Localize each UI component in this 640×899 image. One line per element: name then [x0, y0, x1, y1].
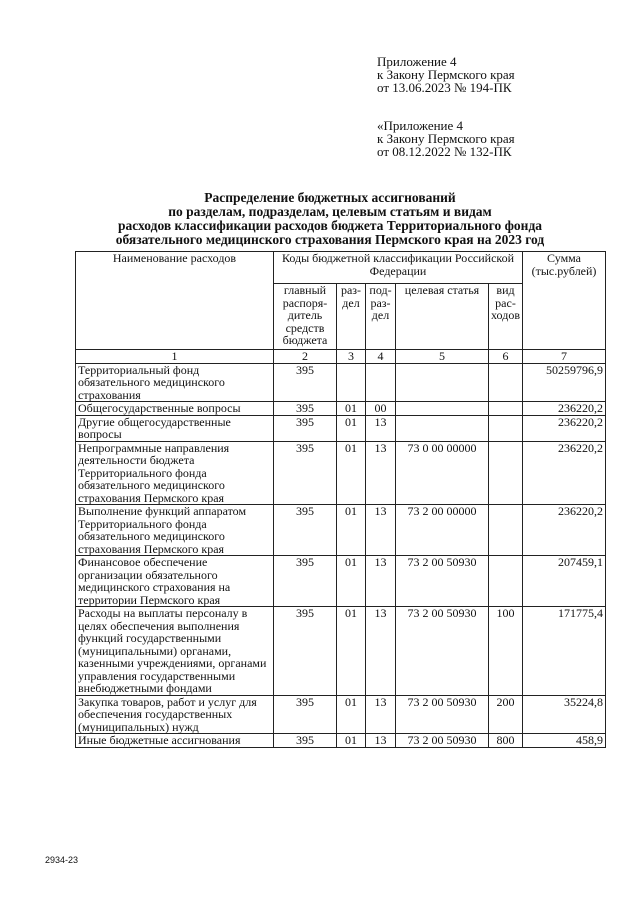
cell-main-manager: 395: [274, 441, 337, 505]
cell-subsection: 13: [366, 441, 396, 505]
cell-type: [489, 441, 523, 505]
header-type: вид рас-ходов: [489, 284, 523, 350]
header-main-manager: главный распоря-дитель средств бюджета: [274, 284, 337, 350]
cell-main-manager: 395: [274, 505, 337, 556]
appendix-current-line1: Приложение 4: [377, 54, 457, 69]
cell-target: 73 2 00 50930: [396, 556, 489, 607]
cell-main-manager: 395: [274, 402, 337, 416]
cell-type: [489, 402, 523, 416]
title-line1: Распределение бюджетных ассигнований: [204, 190, 456, 205]
cell-name: Общегосударственные вопросы: [76, 402, 274, 416]
cell-name: Финансовое обеспечение организации обязательного медицинского страхования на территории Пермского края: [76, 556, 274, 607]
cell-name: Территориальный фонд обязательного медицинского страхования: [76, 363, 274, 402]
col-number: 1: [76, 350, 274, 364]
cell-sum: 50259796,9: [523, 363, 606, 402]
cell-subsection: 13: [366, 415, 396, 441]
col-number: 4: [366, 350, 396, 364]
table-row: [76, 607, 606, 696]
cell-subsection: 13: [366, 556, 396, 607]
header-subsection: под-раз-дел: [366, 284, 396, 350]
table-row: [76, 363, 606, 402]
header-codes-group: Коды бюджетной классификации Российской Федерации: [274, 252, 523, 284]
table-row: [76, 441, 606, 505]
cell-main-manager: 395: [274, 695, 337, 734]
title-line2: по разделам, подразделам, целевым статьям и видам: [168, 204, 492, 219]
budget-table: [75, 251, 606, 748]
appendix-current-line2: к Закону Пермского края: [377, 67, 515, 82]
cell-target: [396, 363, 489, 402]
cell-sum: 207459,1: [523, 556, 606, 607]
cell-section: 01: [337, 505, 366, 556]
title-line4: обязательного медицинского страхования Пермского края на 2023 год: [115, 232, 545, 247]
cell-sum: 236220,2: [523, 415, 606, 441]
column-numbers-row: [76, 350, 606, 364]
col-number: 2: [274, 350, 337, 364]
col-number: 7: [523, 350, 606, 364]
cell-subsection: 13: [366, 607, 396, 696]
cell-main-manager: 395: [274, 556, 337, 607]
cell-type: 100: [489, 607, 523, 696]
appendix-current-line3: от 13.06.2023 № 194-ПК: [377, 80, 512, 95]
cell-target: [396, 402, 489, 416]
cell-subsection: 13: [366, 695, 396, 734]
cell-name: Расходы на выплаты персоналу в целях обеспечения выполнения функций государственными (муниципальными) органами, казенными учреждениями, органами управления государственными внебюджетными фондами: [76, 607, 274, 696]
cell-section: 01: [337, 734, 366, 748]
cell-section: [337, 363, 366, 402]
cell-target: 73 2 00 00000: [396, 505, 489, 556]
cell-subsection: 13: [366, 734, 396, 748]
cell-section: 01: [337, 441, 366, 505]
cell-type: [489, 556, 523, 607]
cell-main-manager: 395: [274, 607, 337, 696]
cell-name: Выполнение функций аппаратом Территориального фонда обязательного медицинского страхования Пермского края: [76, 505, 274, 556]
cell-type: [489, 415, 523, 441]
table-row: [76, 695, 606, 734]
cell-target: 73 0 00 00000: [396, 441, 489, 505]
table-row: [76, 415, 606, 441]
cell-type: 800: [489, 734, 523, 748]
cell-section: 01: [337, 415, 366, 441]
col-number: 3: [337, 350, 366, 364]
cell-sum: 236220,2: [523, 505, 606, 556]
cell-sum: 171775,4: [523, 607, 606, 696]
cell-main-manager: 395: [274, 363, 337, 402]
cell-sum: 236220,2: [523, 402, 606, 416]
cell-name: Непрограммные направления деятельности бюджета Территориального фонда обязательного медицинского страхования Пермского края: [76, 441, 274, 505]
cell-name: Другие общегосударственные вопросы: [76, 415, 274, 441]
footer-code: 2934-23: [45, 855, 79, 865]
cell-section: 01: [337, 556, 366, 607]
table-row: [76, 556, 606, 607]
cell-section: 01: [337, 607, 366, 696]
cell-name: Закупка товаров, работ и услуг для обеспечения государственных (муниципальных) нужд: [76, 695, 274, 734]
appendix-previous-line3: от 08.12.2022 № 132-ПК: [377, 144, 512, 159]
cell-type: [489, 363, 523, 402]
cell-target: [396, 415, 489, 441]
cell-sum: 458,9: [523, 734, 606, 748]
appendix-previous-line1: «Приложение 4: [377, 118, 464, 133]
header-section: раз-дел: [337, 284, 366, 350]
appendix-current: [377, 55, 515, 94]
appendix-previous: [377, 119, 515, 158]
cell-subsection: [366, 363, 396, 402]
table-row: [76, 734, 606, 748]
cell-type: 200: [489, 695, 523, 734]
document-title: [60, 191, 600, 247]
title-line3: расходов классификации расходов бюджета Территориального фонда: [117, 218, 543, 233]
cell-sum: 236220,2: [523, 441, 606, 505]
cell-target: 73 2 00 50930: [396, 734, 489, 748]
budget-table-body: [76, 363, 606, 747]
cell-subsection: 13: [366, 505, 396, 556]
cell-type: [489, 505, 523, 556]
cell-target: 73 2 00 50930: [396, 607, 489, 696]
cell-main-manager: 395: [274, 415, 337, 441]
cell-section: 01: [337, 695, 366, 734]
appendix-previous-line2: к Закону Пермского края: [377, 131, 515, 146]
header-name: Наименование расходов: [76, 252, 274, 350]
cell-target: 73 2 00 50930: [396, 695, 489, 734]
header-target: целевая статья: [396, 284, 489, 350]
table-row: [76, 505, 606, 556]
header-sum: Сумма (тыс.рублей): [523, 252, 606, 350]
cell-sum: 35224,8: [523, 695, 606, 734]
col-number: 6: [489, 350, 523, 364]
cell-main-manager: 395: [274, 734, 337, 748]
table-row: [76, 402, 606, 416]
cell-name: Иные бюджетные ассигнования: [76, 734, 274, 748]
col-number: 5: [396, 350, 489, 364]
cell-section: 01: [337, 402, 366, 416]
cell-subsection: 00: [366, 402, 396, 416]
